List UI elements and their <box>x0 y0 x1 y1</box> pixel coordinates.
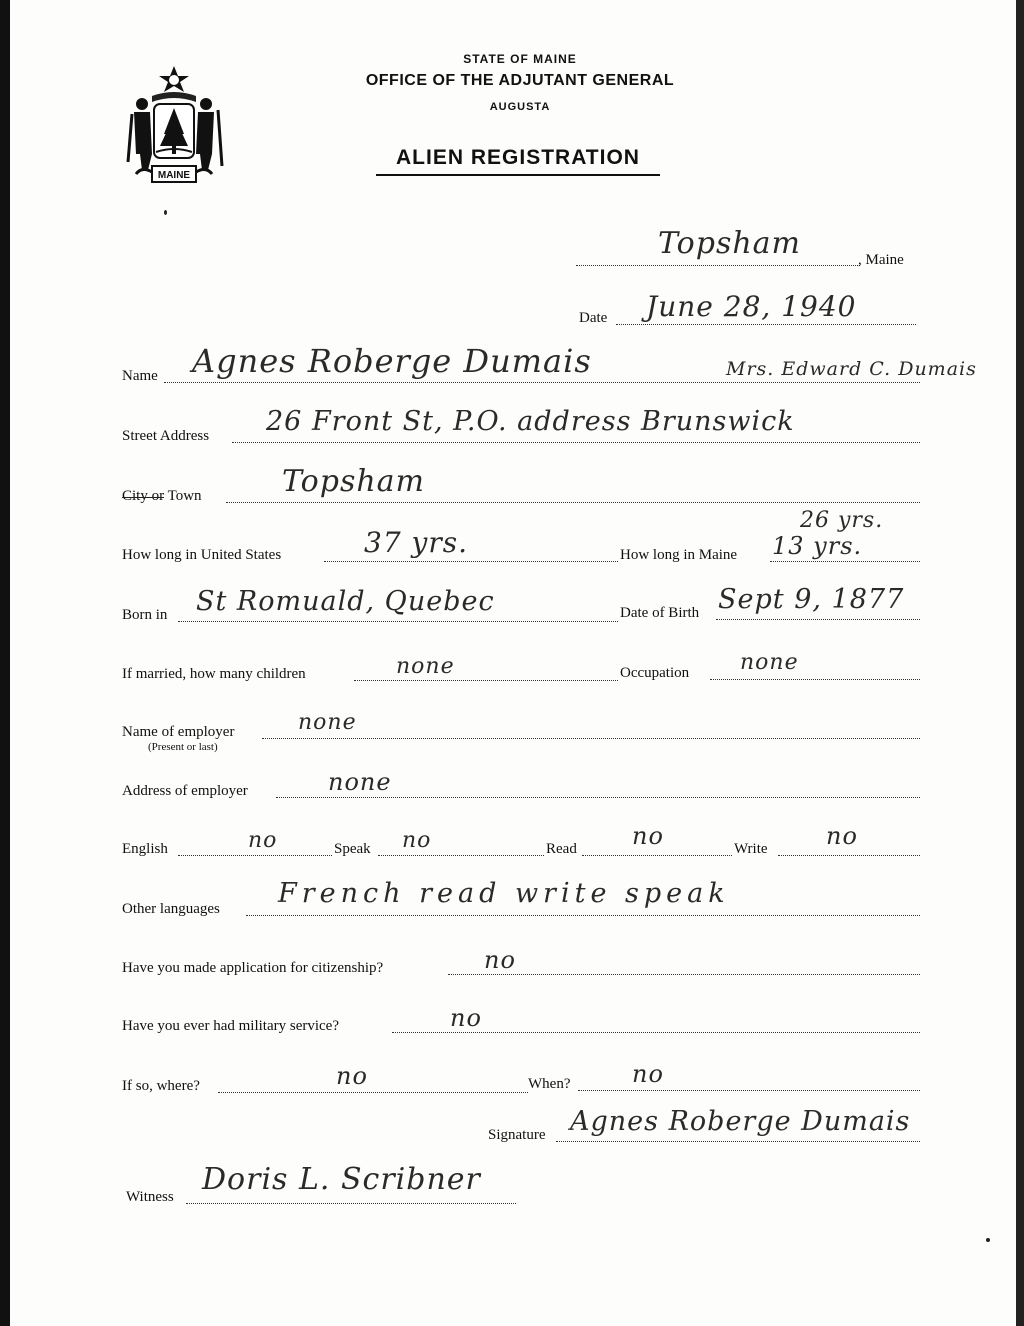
town-line <box>576 265 860 266</box>
when-value: no <box>632 1060 664 1088</box>
read-value: no <box>632 822 664 850</box>
children-label: If married, how many children <box>122 666 306 682</box>
when-line <box>578 1090 920 1091</box>
state-suffix: , Maine <box>858 252 904 268</box>
street-address-line <box>232 442 920 443</box>
when-label: When? <box>528 1076 571 1092</box>
date-of-birth-value: Sept 9, 1877 <box>718 584 905 615</box>
speak-line <box>378 855 544 856</box>
employer-sub-label: (Present or last) <box>148 741 218 753</box>
how-long-maine-line <box>770 561 920 562</box>
employer-address-line <box>276 797 920 798</box>
employer-name-value: none <box>298 710 357 735</box>
employer-address-value: none <box>328 768 392 796</box>
date-of-birth-label: Date of Birth <box>620 605 700 621</box>
military-label: Have you ever had military service? <box>122 1018 339 1034</box>
scan-speck <box>986 1238 990 1242</box>
citizenship-value: no <box>484 946 516 974</box>
english-value: no <box>248 828 278 853</box>
occupation-line <box>710 679 920 680</box>
children-value: none <box>396 654 455 679</box>
how-long-us-line <box>324 561 618 562</box>
employer-name-label: Name of employer <box>122 724 235 740</box>
signature-line <box>556 1141 920 1142</box>
citizenship-line <box>448 974 920 975</box>
name-note-value: Mrs. Edward C. Dumais <box>726 358 977 380</box>
city-town-line <box>226 502 920 503</box>
born-in-line <box>178 621 618 622</box>
street-address-label: Street Address <box>122 428 210 444</box>
date-label: Date <box>579 310 608 326</box>
children-line <box>354 680 618 681</box>
date-of-birth-line <box>716 619 920 620</box>
read-label: Read <box>546 841 577 857</box>
other-languages-value: French read write speak <box>278 878 730 909</box>
svg-text:MAINE: MAINE <box>157 170 191 181</box>
other-languages-line <box>246 915 920 916</box>
born-in-value: St Romuald, Quebec <box>196 586 495 617</box>
street-address-value: 26 Front St, P.O. address Brunswick <box>266 406 795 437</box>
occupation-value: none <box>740 650 799 675</box>
office-heading: OFFICE OF THE ADJUTANT GENERAL <box>365 72 675 89</box>
form-title: ALIEN REGISTRATION <box>376 146 660 176</box>
witness-value: Doris L. Scribner <box>202 1162 481 1197</box>
employer-address-label: Address of employer <box>122 783 248 799</box>
write-line <box>778 855 920 856</box>
name-value: Agnes Roberge Dumais <box>192 342 592 380</box>
city-or-struck: City or <box>122 488 165 504</box>
born-in-label: Born in <box>122 607 168 623</box>
how-long-maine-top-value: 26 yrs. <box>800 508 884 533</box>
where-label: If so, where? <box>122 1078 200 1094</box>
witness-label: Witness <box>126 1189 174 1205</box>
write-value: no <box>826 822 858 850</box>
date-value: June 28, 1940 <box>646 290 857 323</box>
signature-label: Signature <box>488 1127 546 1143</box>
town-label: Town <box>164 488 202 504</box>
witness-line <box>186 1203 516 1204</box>
city-town-label <box>122 488 202 505</box>
other-languages-label: Other languages <box>122 901 220 917</box>
where-value: no <box>336 1062 368 1090</box>
city-town-value: Topsham <box>282 464 425 499</box>
date-line <box>616 324 916 325</box>
how-long-us-label: How long in United States <box>122 547 282 563</box>
citizenship-label: Have you made application for citizenship? <box>122 960 384 976</box>
speak-label: Speak <box>334 841 371 857</box>
military-line <box>392 1032 920 1033</box>
how-long-us-value: 37 yrs. <box>364 526 469 559</box>
employer-name-line <box>262 738 920 739</box>
maine-state-seal-icon <box>122 62 226 190</box>
english-label: English <box>122 841 168 857</box>
read-line <box>582 855 732 856</box>
signature-value: Agnes Roberge Dumais <box>570 1106 911 1137</box>
scan-speck <box>164 210 167 215</box>
state-heading: STATE OF MAINE <box>463 52 577 66</box>
occupation-label: Occupation <box>620 665 690 681</box>
name-label: Name <box>122 368 158 384</box>
how-long-maine-value: 13 yrs. <box>772 532 863 560</box>
town-value: Topsham <box>658 226 801 261</box>
english-line <box>178 855 332 856</box>
where-line <box>218 1092 528 1093</box>
write-label: Write <box>734 841 768 857</box>
how-long-maine-label: How long in Maine <box>620 547 738 563</box>
name-line <box>164 382 920 383</box>
military-value: no <box>450 1004 482 1032</box>
city-heading: AUGUSTA <box>489 101 551 113</box>
speak-value: no <box>402 828 432 853</box>
